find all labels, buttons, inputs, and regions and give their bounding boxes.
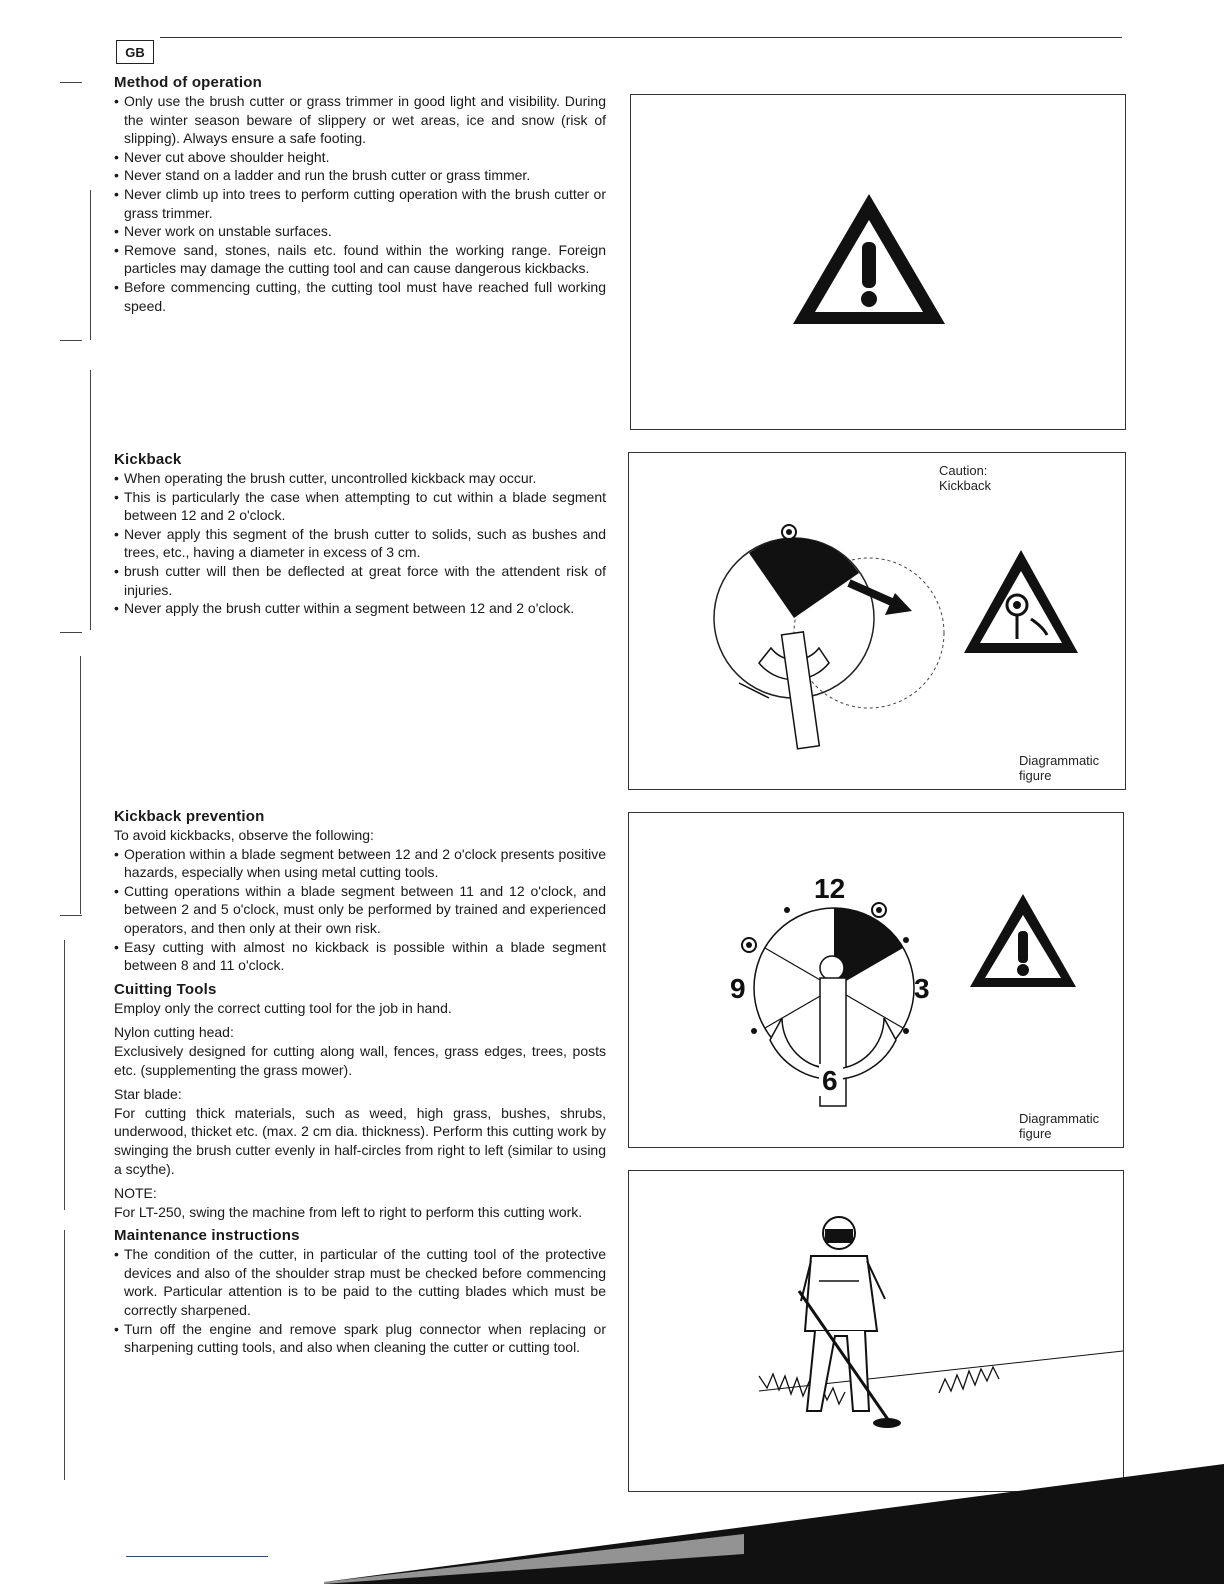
- margin-mark: [60, 632, 82, 633]
- star-text: For cutting thick materials, such as weed, high grass, bushes, shrubs, underwood, thicket etc. (max. 2 cm dia. thickness). Perform this cutting work by swinging the brush cutter evenly in half-circles from right to left (similar to using a scythe).: [114, 1104, 606, 1177]
- diagram-caption: Diagrammatic figure: [1019, 1111, 1100, 1141]
- margin-mark: [64, 940, 65, 1210]
- list-item: • Never apply this segment of the brush cutter to solids, such as bushes and trees, etc., having a diameter in excess of 3 cm.: [114, 525, 606, 562]
- nylon-text: Exclusively designed for cutting along wall, fences, grass edges, trees, posts etc. (supplementing the grass mower).: [114, 1042, 606, 1078]
- prevention-bullet-list: [114, 845, 606, 975]
- warning-triangle-icon: [789, 190, 949, 330]
- list-item: • Never work on unstable surfaces.: [114, 222, 606, 241]
- maintenance-heading: Maintenance instructions: [114, 1227, 300, 1245]
- kickback-section: [114, 451, 606, 618]
- list-item: • Never climb up into trees to perform cutting operation with the brush cutter or grass trimmer.: [114, 185, 606, 222]
- kickback-prevention-section: [114, 808, 606, 1357]
- kickback-caption: Caution: Kickback: [939, 463, 992, 493]
- list-item: • brush cutter will then be deflected at great force with the attendent risk of injuries.: [114, 562, 606, 599]
- list-item: • Remove sand, stones, nails etc. found within the working range. Foreign particles may damage the cutting tool and can cause dangerous kickbacks.: [114, 241, 606, 278]
- method-bullet-list: [114, 92, 606, 315]
- warning-figure-panel: [630, 94, 1126, 430]
- tools-intro: Employ only the correct cutting tool for the job in hand.: [114, 999, 452, 1016]
- kickback-heading: Kickback: [114, 451, 182, 468]
- margin-mark: [60, 340, 82, 341]
- clock-label-12: 12: [814, 873, 846, 904]
- prevention-intro: To avoid kickbacks, observe the following:: [114, 827, 374, 843]
- method-of-operation-heading: Method of operation: [114, 74, 262, 91]
- method-of-operation-section: [114, 74, 606, 315]
- clock-label-9: 9: [730, 973, 746, 1004]
- note-text: For LT-250, swing the machine from left to right to perform this cutting work.: [114, 1203, 583, 1220]
- kickback-bullet-list: [114, 469, 606, 618]
- list-item: • Never apply the brush cutter within a segment between 12 and 2 o'clock.: [114, 599, 606, 618]
- kickback-figure-panel: [628, 452, 1126, 790]
- clock-label-6: 6: [822, 1065, 838, 1096]
- kickback-warning-icon: [961, 547, 1081, 657]
- margin-mark: [90, 190, 91, 340]
- maintenance-bullet-list: [114, 1245, 606, 1357]
- list-item: • Never stand on a ladder and run the brush cutter or grass timmer.: [114, 166, 606, 185]
- cutting-tools-heading: Cuitting Tools: [114, 980, 217, 998]
- clock-label-3: 3: [914, 973, 930, 1004]
- list-item: • The condition of the cutter, in particular of the cutting tool of the protective devices and also of the shoulder strap must be checked before commencing work. Particular attention is to be paid to the cutting blades which must be correctly sharpened.: [114, 1245, 606, 1319]
- margin-mark: [90, 370, 91, 630]
- scan-shadow: [324, 1464, 1224, 1584]
- list-item: • Only use the brush cutter or grass trimmer in good light and visibility. During the winter season beware of slippery or wet areas, ice and snow (risk of slipping). Always ensure a safe footing.: [114, 92, 606, 148]
- operator-illustration: [629, 1171, 1123, 1491]
- list-item: • Cutting operations within a blade segment between 11 and 12 o'clock, and between 2 and 5 o'clock, must only be performed by trained and experienced operators, and then only at their own risk.: [114, 882, 606, 938]
- nylon-label: Nylon cutting head:: [114, 1024, 234, 1041]
- list-item: • When operating the brush cutter, uncontrolled kickback may occur.: [114, 469, 606, 488]
- clock-figure-panel: [628, 812, 1124, 1148]
- margin-mark: [60, 82, 82, 83]
- list-item: • Before commencing cutting, the cutting tool must have reached full working speed.: [114, 278, 606, 315]
- note-label: NOTE:: [114, 1185, 157, 1202]
- operator-figure-panel: [628, 1170, 1124, 1492]
- margin-mark: [64, 1230, 65, 1480]
- diagram-caption: Diagrammatic figure: [1019, 753, 1100, 783]
- list-item: • This is particularly the case when attempting to cut within a blade segment between 12 and 2 o'clock.: [114, 488, 606, 525]
- star-label: Star blade:: [114, 1086, 182, 1103]
- warning-triangle-icon: [967, 891, 1079, 991]
- language-badge: GB: [116, 40, 154, 64]
- kickback-prevention-heading: Kickback prevention: [114, 808, 265, 825]
- list-item: • Operation within a blade segment between 12 and 2 o'clock presents positive hazards, especially when using metal cutting tools.: [114, 845, 606, 882]
- footer-rule: [126, 1556, 268, 1557]
- list-item: • Never cut above shoulder height.: [114, 148, 606, 167]
- margin-mark: [60, 915, 82, 916]
- header-rule: [160, 37, 1122, 38]
- clock-diagram: [724, 868, 964, 1128]
- kickback-diagram: [699, 523, 959, 763]
- margin-mark: [80, 656, 81, 914]
- list-item: • Turn off the engine and remove spark plug connector when replacing or sharpening cutting tools, and also when cleaning the cutter or cutting tool.: [114, 1320, 606, 1357]
- list-item: • Easy cutting with almost no kickback is possible within a blade segment between 8 and 11 o'clock.: [114, 938, 606, 975]
